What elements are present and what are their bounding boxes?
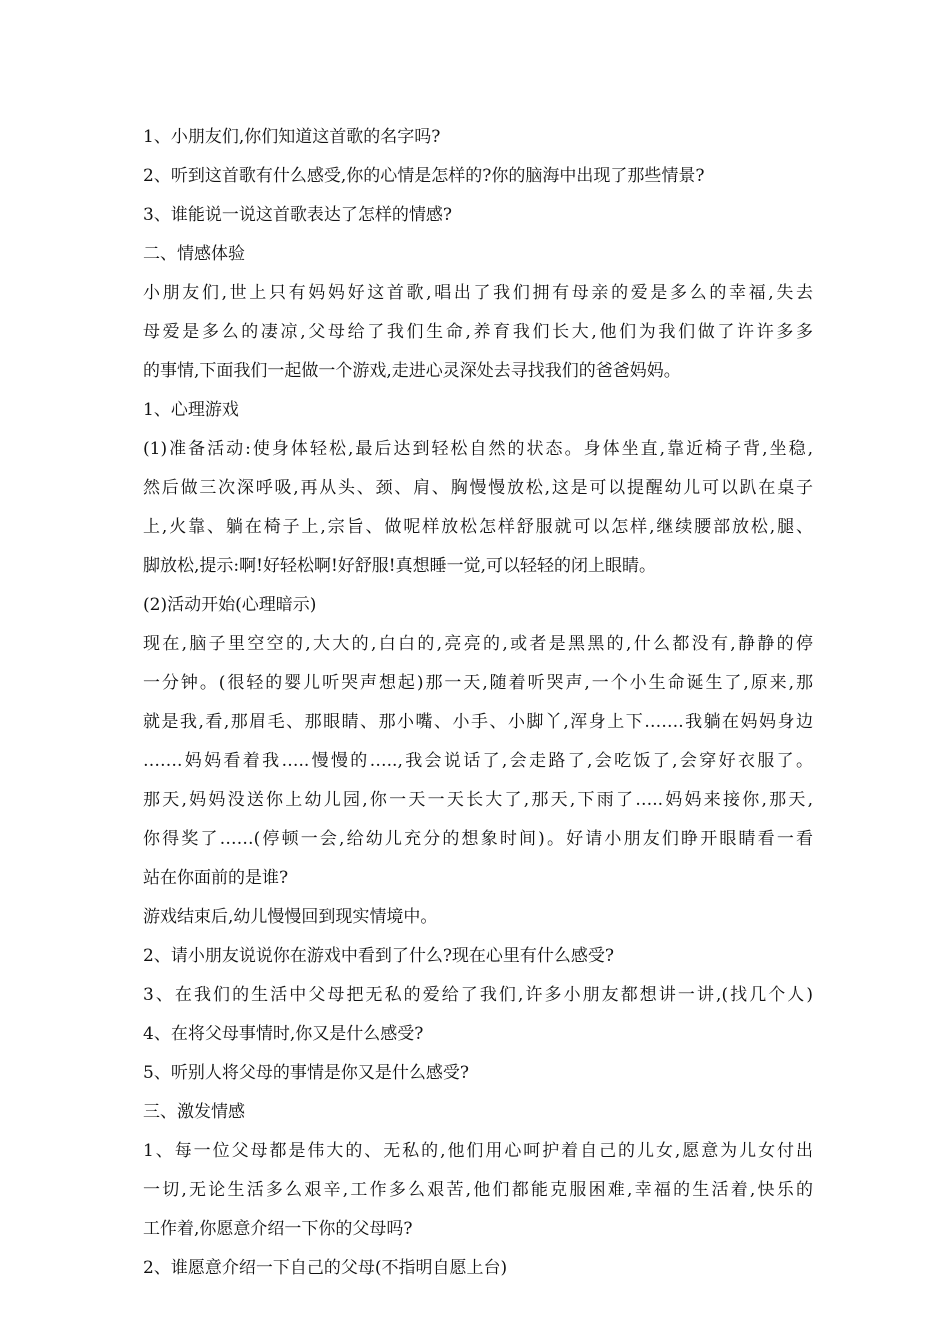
text-line: 2、请小朋友说说你在游戏中看到了什么?现在心里有什么感受? <box>143 946 615 966</box>
text-line: 就是我,看,那眉毛、那眼睛、那小嘴、小手、小脚丫,浑身上下…….我躺在妈妈身边 <box>143 712 813 732</box>
text-line: 1、心理游戏 <box>143 400 239 420</box>
text-line: 3、在我们的生活中父母把无私的爱给了我们,许多小朋友都想讲一讲,(找几个人) <box>143 985 813 1005</box>
text-line: 3、谁能说一说这首歌表达了怎样的情感? <box>143 205 452 225</box>
text-line: 5、听别人将父母的事情是你又是什么感受? <box>143 1063 469 1083</box>
text-line: 的事情,下面我们一起做一个游戏,走进心灵深处去寻找我们的爸爸妈妈。 <box>143 361 681 381</box>
text-line: 站在你面前的是谁? <box>143 868 289 888</box>
document-page <box>143 118 813 1288</box>
text-line: (1)准备活动:使身体轻松,最后达到轻松自然的状态。身体坐直,靠近椅子背,坐稳, <box>143 439 813 459</box>
text-line: 母爱是多么的凄凉,父母给了我们生命,养育我们长大,他们为我们做了许许多多 <box>143 322 813 342</box>
text-line: 工作着,你愿意介绍一下你的父母吗? <box>143 1219 413 1239</box>
text-line: 那天,妈妈没送你上幼儿园,你一天一天长大了,那天,下雨了…..妈妈来接你,那天, <box>143 790 813 810</box>
text-line: 4、在将父母事情时,你又是什么感受? <box>143 1024 424 1044</box>
text-line: 1、每一位父母都是伟大的、无私的,他们用心呵护着自己的儿女,愿意为儿女付出 <box>143 1141 813 1161</box>
text-line: 一切,无论生活多么艰辛,工作多么艰苦,他们都能克服困难,幸福的生活着,快乐的 <box>143 1180 813 1200</box>
text-line: 游戏结束后,幼儿慢慢回到现实情境中。 <box>143 907 438 927</box>
text-line: 2、听到这首歌有什么感受,你的心情是怎样的?你的脑海中出现了那些情景? <box>143 166 705 186</box>
text-line: 然后做三次深呼吸,再从头、颈、肩、胸慢慢放松,这是可以提醒幼儿可以趴在桌子 <box>143 478 813 498</box>
text-line: 脚放松,提示:啊!好轻松啊!好舒服!真想睡一觉,可以轻轻的闭上眼睛。 <box>143 556 657 576</box>
text-line: (2)活动开始(心理暗示) <box>143 595 317 615</box>
text-line: 二、情感体验 <box>143 244 245 264</box>
text-line: 一分钟。(很轻的婴儿听哭声想起)那一天,随着听哭声,一个小生命诞生了,原来,那 <box>143 673 813 693</box>
text-line: 现在,脑子里空空的,大大的,白白的,亮亮的,或者是黑黑的,什么都没有,静静的停 <box>143 634 813 654</box>
text-line: 2、谁愿意介绍一下自己的父母(不指明自愿上台) <box>143 1258 508 1278</box>
text-line: 三、激发情感 <box>143 1102 245 1122</box>
text-line: 上,火靠、躺在椅子上,宗旨、做呢样放松怎样舒服就可以怎样,继续腰部放松,腿、 <box>143 517 813 537</box>
text-line: …….妈妈看着我…..慢慢的…..,我会说话了,会走路了,会吃饭了,会穿好衣服了。 <box>143 751 813 771</box>
text-line: 小朋友们,世上只有妈妈好这首歌,唱出了我们拥有母亲的爱是多么的幸福,失去 <box>143 283 813 303</box>
text-line: 1、小朋友们,你们知道这首歌的名字吗? <box>143 127 441 147</box>
text-line: 你得奖了……(停顿一会,给幼儿充分的想象时间)。好请小朋友们睁开眼睛看一看 <box>143 829 813 849</box>
